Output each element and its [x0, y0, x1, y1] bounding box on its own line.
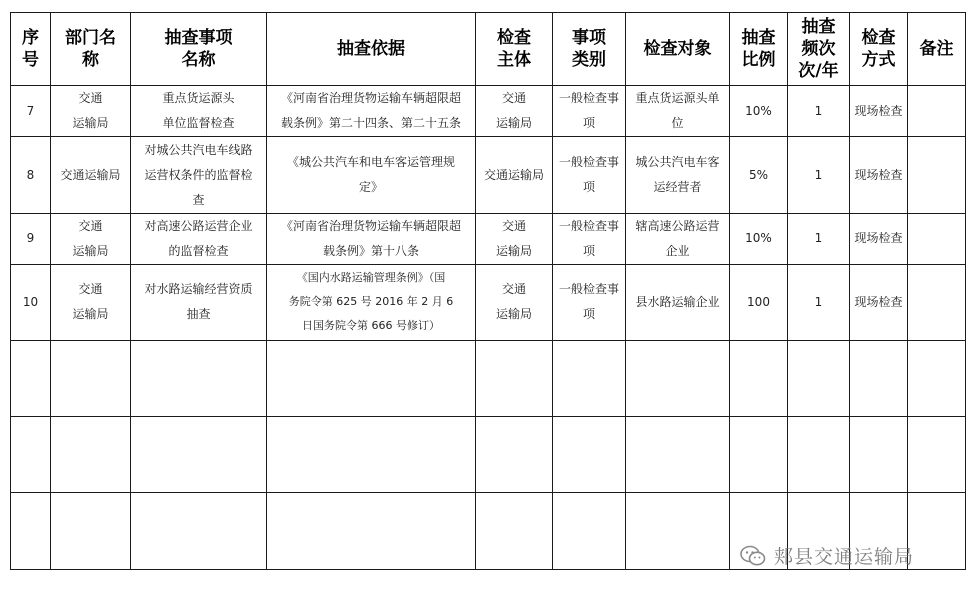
cell-frequency: 1 — [788, 137, 850, 213]
cell-index: 10 — [11, 265, 51, 340]
empty-cell — [908, 417, 966, 493]
empty-cell — [51, 340, 131, 416]
cell-remarks — [908, 86, 966, 137]
watermark-text: 郏县交通运输局 — [774, 546, 915, 568]
cell-ratio: 100 — [730, 265, 788, 340]
cell-ratio: 10% — [730, 213, 788, 264]
cell-basis: 《河南省治理货物运输车辆超限超 载条例》第二十四条、第二十五条 — [267, 86, 476, 137]
wechat-icon — [740, 545, 766, 567]
table-row — [11, 213, 966, 264]
cell-item-name: 对城公共汽电车线路 运营权条件的监督检 查 — [131, 137, 267, 213]
empty-cell — [11, 340, 51, 416]
cell-frequency: 1 — [788, 265, 850, 340]
cell-target: 重点货运源头单 位 — [626, 86, 730, 137]
cell-ratio: 5% — [730, 137, 788, 213]
header-method: 检查 方式 — [850, 13, 908, 86]
cell-remarks — [908, 213, 966, 264]
empty-cell — [553, 417, 626, 493]
cell-department: 交通 运输局 — [51, 213, 131, 264]
table-header-row — [11, 13, 966, 86]
empty-cell — [626, 417, 730, 493]
empty-cell — [476, 417, 553, 493]
header-index: 序 号 — [11, 13, 51, 86]
empty-cell — [626, 340, 730, 416]
cell-basis: 《河南省治理货物运输车辆超限超 载条例》第十八条 — [267, 213, 476, 264]
cell-method: 现场检查 — [850, 137, 908, 213]
cell-item-name: 对水路运输经营资质 抽查 — [131, 265, 267, 340]
cell-index: 9 — [11, 213, 51, 264]
cell-frequency: 1 — [788, 213, 850, 264]
cell-target: 城公共汽电车客 运经营者 — [626, 137, 730, 213]
empty-cell — [553, 493, 626, 570]
inspection-table — [10, 12, 966, 570]
cell-subject: 交通 运输局 — [476, 213, 553, 264]
watermark — [740, 542, 914, 569]
header-target: 检查对象 — [626, 13, 730, 86]
table-row — [11, 265, 966, 340]
empty-cell — [908, 340, 966, 416]
empty-cell — [267, 340, 476, 416]
header-frequency: 抽查 频次 次/年 — [788, 13, 850, 86]
cell-category: 一般检查事 项 — [553, 213, 626, 264]
cell-method: 现场检查 — [850, 265, 908, 340]
empty-cell — [476, 493, 553, 570]
empty-table-row — [11, 340, 966, 416]
cell-subject: 交通 运输局 — [476, 86, 553, 137]
empty-cell — [267, 493, 476, 570]
header-remarks: 备注 — [908, 13, 966, 86]
cell-department: 交通运输局 — [51, 137, 131, 213]
empty-cell — [788, 417, 850, 493]
empty-cell — [626, 493, 730, 570]
cell-index: 8 — [11, 137, 51, 213]
cell-subject: 交通 运输局 — [476, 265, 553, 340]
empty-cell — [51, 417, 131, 493]
cell-remarks — [908, 137, 966, 213]
cell-basis: 《城公共汽车和电车客运管理规 定》 — [267, 137, 476, 213]
empty-cell — [131, 340, 267, 416]
cell-target: 辖高速公路运营 企业 — [626, 213, 730, 264]
table-body — [11, 86, 966, 570]
empty-cell — [553, 340, 626, 416]
empty-table-row — [11, 417, 966, 493]
cell-ratio: 10% — [730, 86, 788, 137]
table-row — [11, 137, 966, 213]
empty-cell — [131, 417, 267, 493]
empty-cell — [850, 417, 908, 493]
table-row — [11, 86, 966, 137]
header-ratio: 抽查 比例 — [730, 13, 788, 86]
header-item-name: 抽查事项 名称 — [131, 13, 267, 86]
cell-method: 现场检查 — [850, 213, 908, 264]
header-basis: 抽查依据 — [267, 13, 476, 86]
empty-cell — [850, 340, 908, 416]
empty-cell — [267, 417, 476, 493]
cell-target: 县水路运输企业 — [626, 265, 730, 340]
cell-category: 一般检查事 项 — [553, 86, 626, 137]
empty-cell — [131, 493, 267, 570]
cell-item-name: 对高速公路运营企业 的监督检查 — [131, 213, 267, 264]
empty-cell — [476, 340, 553, 416]
cell-method: 现场检查 — [850, 86, 908, 137]
cell-index: 7 — [11, 86, 51, 137]
cell-category: 一般检查事 项 — [553, 137, 626, 213]
empty-cell — [11, 417, 51, 493]
empty-cell — [788, 340, 850, 416]
cell-department: 交通 运输局 — [51, 86, 131, 137]
header-subject: 检查 主体 — [476, 13, 553, 86]
inspection-table-container — [10, 12, 965, 570]
header-department: 部门名 称 — [51, 13, 131, 86]
cell-basis: 《国内水路运输管理条例》（国 务院令第 625 号 2016 年 2 月 6 日国务院令第 666 号修订） — [267, 265, 476, 340]
cell-subject: 交通运输局 — [476, 137, 553, 213]
empty-cell — [51, 493, 131, 570]
cell-item-name: 重点货运源头 单位监督检查 — [131, 86, 267, 137]
empty-cell — [11, 493, 51, 570]
cell-category: 一般检查事 项 — [553, 265, 626, 340]
cell-department: 交通 运输局 — [51, 265, 131, 340]
empty-cell — [730, 417, 788, 493]
header-category: 事项 类别 — [553, 13, 626, 86]
empty-cell — [730, 340, 788, 416]
empty-cell — [908, 493, 966, 570]
cell-frequency: 1 — [788, 86, 850, 137]
cell-remarks — [908, 265, 966, 340]
